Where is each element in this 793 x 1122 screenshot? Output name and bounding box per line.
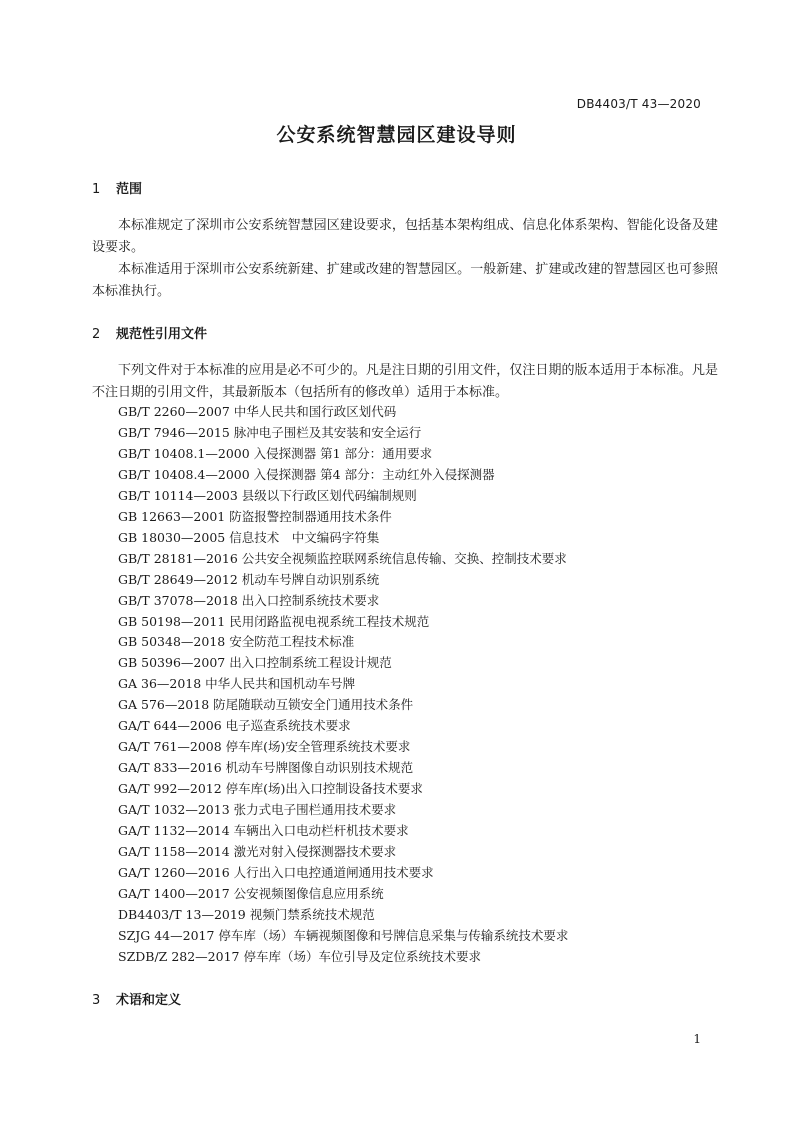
section-number: 2: [92, 327, 101, 342]
reference-item: SZDB/Z 282—2017 停车库（场）车位引导及定位系统技术要求: [118, 948, 481, 964]
reference-item: GB 12663—2001 防盗报警控制器通用技术条件: [118, 508, 392, 524]
reference-item: GA/T 644—2006 电子巡查系统技术要求: [118, 718, 351, 734]
page-title: 公安系统智慧园区建设导则: [276, 124, 517, 146]
reference-item: GA/T 761—2008 停车库(场)安全管理系统技术要求: [118, 739, 411, 755]
scope-paragraph-1: 本标准规定了深圳市公安系统智慧园区建设要求，包括基本架构组成、信息化体系架构、智能化设备及建设要求。: [92, 218, 718, 255]
reference-item: GB/T 7946—2015 脉冲电子围栏及其安装和安全运行: [118, 424, 422, 440]
reference-item: GA/T 1400—2017 公安视频图像信息应用系统: [118, 885, 384, 901]
reference-item: GB/T 10408.1—2000 入侵探测器 第1 部分：通用要求: [118, 445, 433, 461]
reference-item: GB/T 10114—2003 县级以下行政区划代码编制规则: [118, 487, 417, 503]
reference-item: GB 18030—2005 信息技术 中文编码字符集: [118, 529, 380, 545]
reference-item: GB 50348—2018 安全防范工程技术标准: [118, 634, 355, 650]
reference-item: GB/T 28181—2016 公共安全视频监控联网系统信息传输、交换、控制技术要求: [118, 550, 567, 566]
section-number: 3: [92, 993, 101, 1008]
section-title: 术语和定义: [116, 993, 182, 1008]
reference-item: GB/T 10408.4—2000 入侵探测器 第4 部分：主动红外入侵探测器: [118, 466, 495, 482]
reference-item: GA 36—2018 中华人民共和国机动车号牌: [118, 676, 356, 692]
document-number: DB4403/T 43—2020: [576, 97, 701, 111]
section-title: 范围: [116, 182, 143, 197]
reference-item: GA/T 1158—2014 激光对射入侵探测器技术要求: [118, 844, 397, 860]
reference-item: GB 50396—2007 出入口控制系统工程设计规范: [118, 655, 392, 671]
normative-intro-paragraph: 下列文件对于本标准的应用是必不可少的。凡是注日期的引用文件，仅注日期的版本适用于本标准。凡是不注日期的引用文件，其最新版本（包括所有的修改单）适用于本标准。: [92, 363, 718, 400]
reference-item: GB 50198—2011 民用闭路监视电视系统工程技术规范: [118, 613, 430, 629]
section-number: 1: [92, 182, 101, 197]
reference-item: DB4403/T 13—2019 视频门禁系统技术规范: [118, 906, 375, 922]
reference-item: GB/T 2260—2007 中华人民共和国行政区划代码: [118, 404, 397, 419]
reference-item: GB/T 28649—2012 机动车号牌自动识别系统: [118, 571, 380, 587]
section-heading-normative-references: [92, 323, 207, 342]
reference-item: SZJG 44—2017 停车库（场）车辆视频图像和号牌信息采集与传输系统技术要求: [118, 927, 569, 943]
page-number: 1: [693, 1032, 701, 1046]
reference-item: GA/T 1032—2013 张力式电子围栏通用技术要求: [118, 802, 397, 818]
reference-item: GA/T 1260—2016 人行出入口电控通道闸通用技术要求: [118, 864, 434, 880]
reference-item: GA/T 1132—2014 车辆出入口电动栏杆机技术要求: [118, 823, 409, 839]
section-heading-terms-definitions: [92, 989, 181, 1008]
section-title: 规范性引用文件: [116, 327, 208, 342]
reference-item: GA 576—2018 防尾随联动互锁安全门通用技术条件: [118, 697, 414, 713]
reference-item: GB/T 37078—2018 出入口控制系统技术要求: [118, 592, 380, 608]
reference-list: [118, 402, 568, 968]
scope-paragraph-2: 本标准适用于深圳市公安系统新建、扩建或改建的智慧园区。一般新建、扩建或改建的智慧园区也可参照本标准执行。: [92, 262, 718, 299]
reference-item: GA/T 992—2012 停车库(场)出入口控制设备技术要求: [118, 781, 423, 797]
reference-item: GA/T 833—2016 机动车号牌图像自动识别技术规范: [118, 760, 414, 776]
section-heading-scope: [92, 178, 142, 197]
